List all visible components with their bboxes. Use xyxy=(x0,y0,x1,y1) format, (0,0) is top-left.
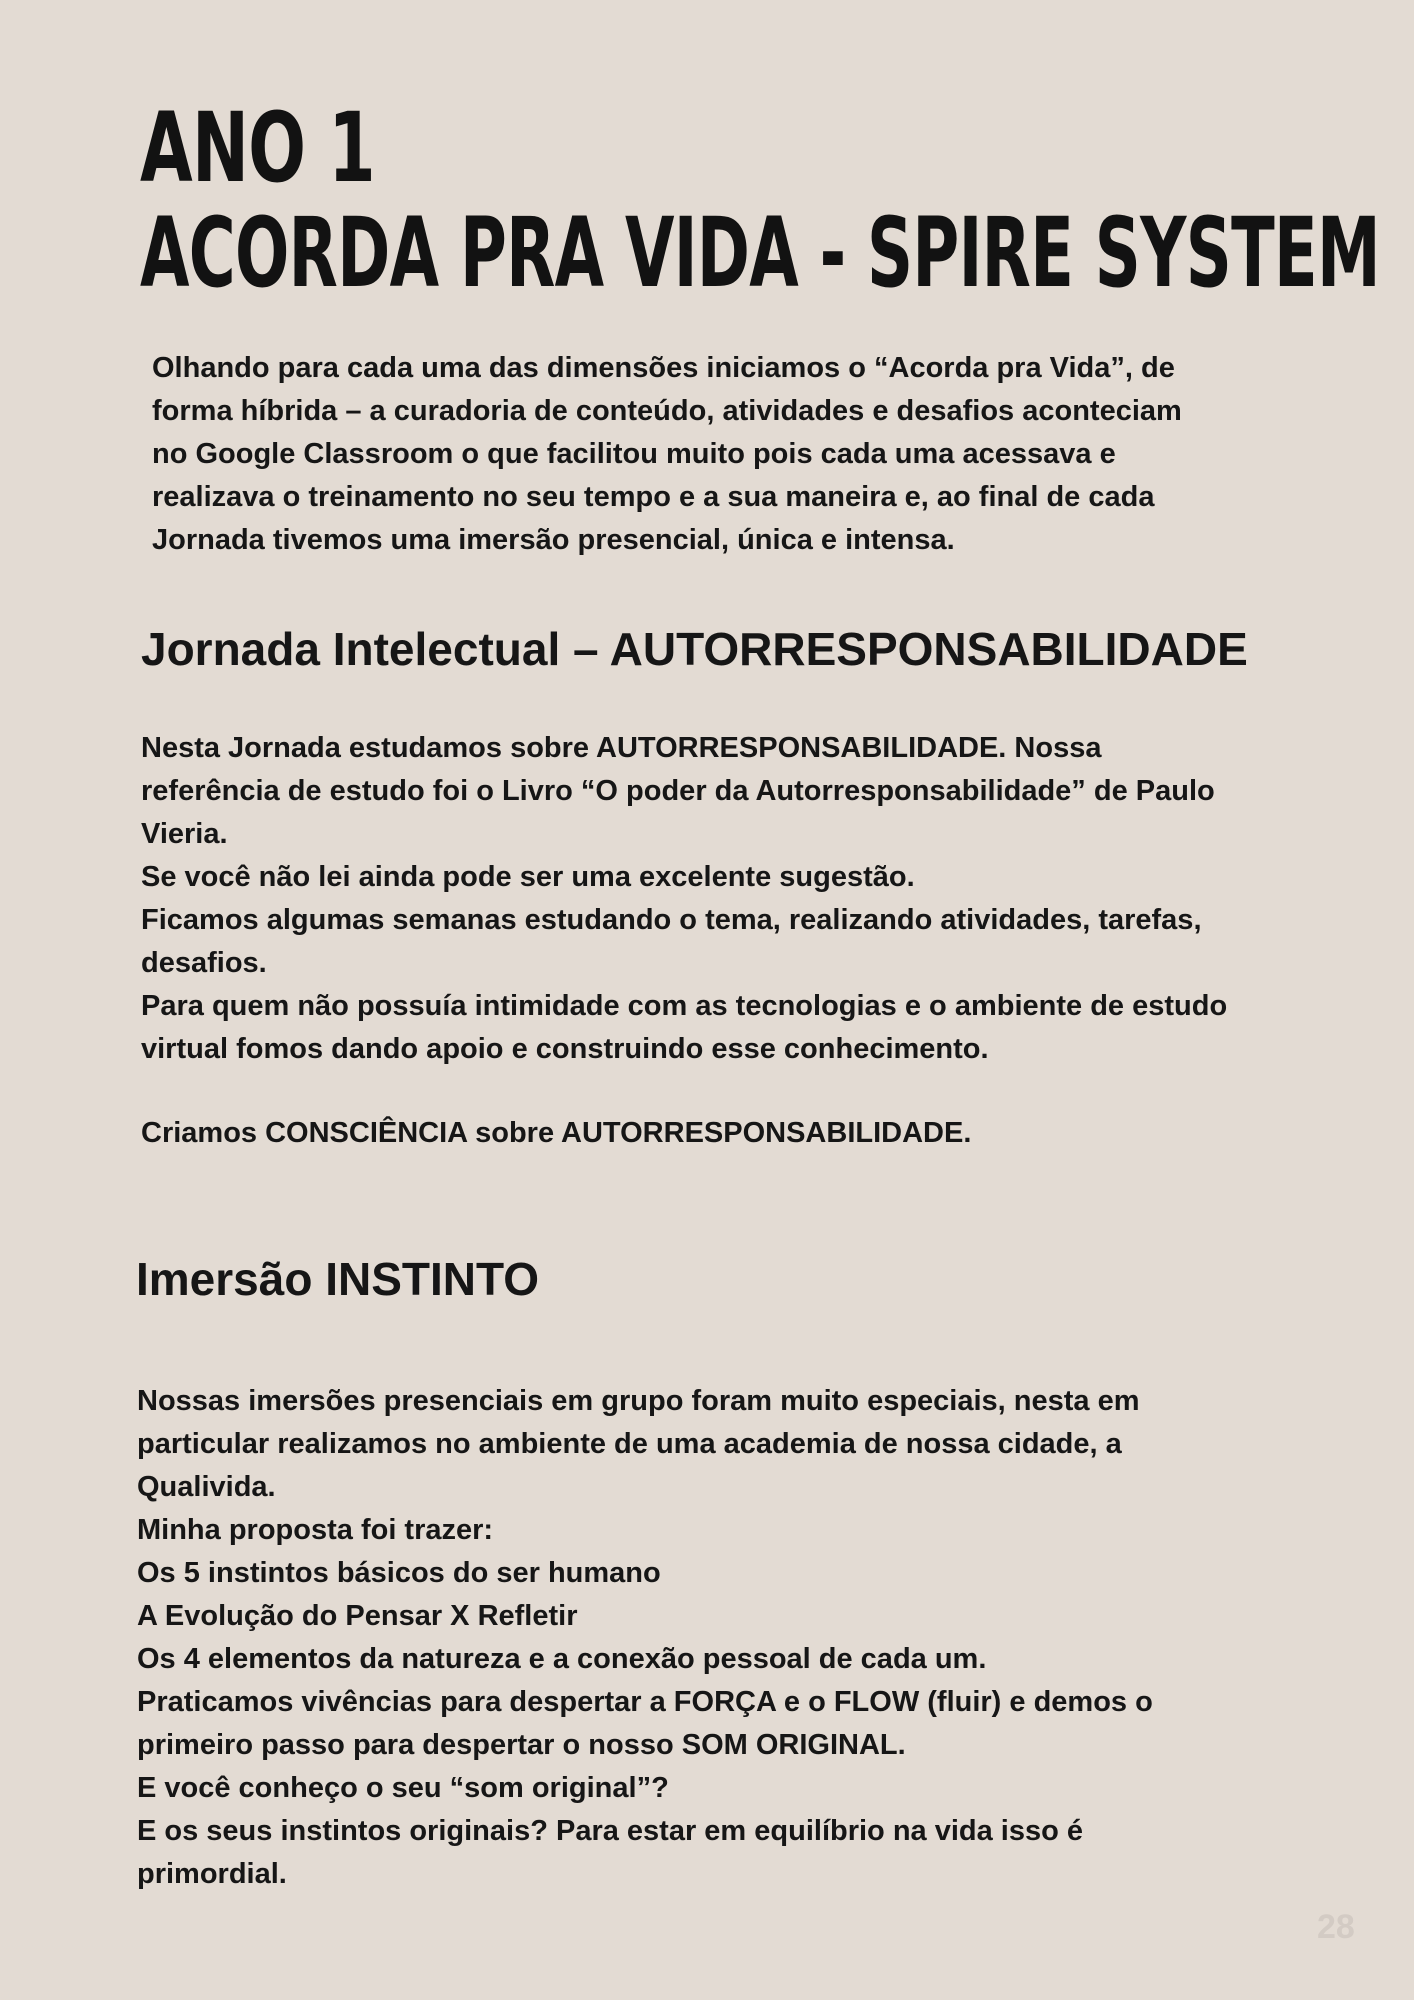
intro-line: Jornada tivemos uma imersão presencial, única e intensa. xyxy=(152,524,955,556)
imersao-line: Os 5 instintos básicos do ser humano xyxy=(137,1557,661,1589)
imersao-line: A Evolução do Pensar X Refletir xyxy=(137,1600,578,1632)
imersao-line: Nossas imersões presenciais em grupo foram muito especiais, nesta em xyxy=(137,1385,1140,1417)
jornada-conclusion-line: Criamos CONSCIÊNCIA sobre AUTORRESPONSABILIDADE. xyxy=(141,1117,972,1149)
jornada-line: Para quem não possuía intimidade com as tecnologias e o ambiente de estudo xyxy=(141,990,1228,1022)
jornada-line: desafios. xyxy=(141,947,267,979)
section-heading-imersao: Imersão INSTINTO xyxy=(136,1253,540,1305)
page-title-line-2: ACORDA PRA VIDA - SPIRE SYSTEM xyxy=(140,196,1380,309)
jornada-line: Nesta Jornada estudamos sobre AUTORRESPONSABILIDADE. Nossa xyxy=(141,732,1102,764)
imersao-line: Praticamos vivências para despertar a FORÇA e o FLOW (fluir) e demos o xyxy=(137,1686,1153,1718)
imersao-line: primeiro passo para despertar o nosso SOM ORIGINAL. xyxy=(137,1729,906,1761)
jornada-paragraph xyxy=(141,727,1227,1071)
imersao-line: primordial. xyxy=(137,1858,287,1890)
imersao-line: E você conheço o seu “som original”? xyxy=(137,1772,669,1804)
section-heading-jornada: Jornada Intelectual – AUTORRESPONSABILIDADE xyxy=(141,623,1248,675)
jornada-line: Se você não lei ainda pode ser uma excelente sugestão. xyxy=(141,861,915,893)
jornada-conclusion xyxy=(141,1112,971,1155)
jornada-line: Ficamos algumas semanas estudando o tema, realizando atividades, tarefas, xyxy=(141,904,1202,936)
intro-line: Olhando para cada uma das dimensões iniciamos o “Acorda pra Vida”, de xyxy=(152,352,1175,384)
jornada-line: referência de estudo foi o Livro “O poder da Autorresponsabilidade” de Paulo xyxy=(141,775,1215,807)
imersao-line: E os seus instintos originais? Para estar em equilíbrio na vida isso é xyxy=(137,1815,1084,1847)
imersao-line: particular realizamos no ambiente de uma academia de nossa cidade, a xyxy=(137,1428,1122,1460)
imersao-line: Qualivida. xyxy=(137,1471,276,1503)
jornada-line: virtual fomos dando apoio e construindo esse conhecimento. xyxy=(141,1033,989,1065)
imersao-paragraph xyxy=(137,1380,1153,1896)
page-title-line-1: ANO 1 xyxy=(140,91,375,204)
imersao-line: Minha proposta foi trazer: xyxy=(137,1514,494,1546)
imersao-line: Os 4 elementos da natureza e a conexão pessoal de cada um. xyxy=(137,1643,987,1675)
intro-paragraph xyxy=(152,347,1182,562)
jornada-line: Vieria. xyxy=(141,818,228,850)
intro-line: realizava o treinamento no seu tempo e a sua maneira e, ao final de cada xyxy=(152,481,1155,513)
intro-line: forma híbrida – a curadoria de conteúdo, atividades e desafios aconteciam xyxy=(152,395,1182,427)
intro-line: no Google Classroom o que facilitou muito pois cada uma acessava e xyxy=(152,438,1116,470)
page-number: 28 xyxy=(1317,1908,1355,1946)
